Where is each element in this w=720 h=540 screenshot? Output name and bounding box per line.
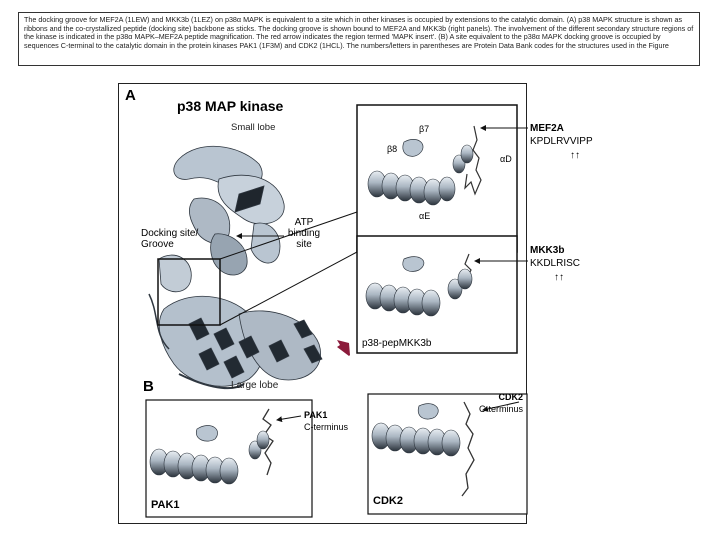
large-lobe-label: Large lobe: [231, 380, 279, 391]
pak1-annotation-line1: PAK1: [304, 410, 328, 420]
cdk2-label: CDK2: [373, 495, 403, 507]
small-lobe-label: Small lobe: [231, 122, 276, 133]
beta7-label: β7: [419, 124, 430, 134]
figure-caption: The docking groove for MEF2A (1LEW) and MKK3b (1LEZ) on p38α MAPK is equivalent to a site which in other kinases is occupied by extensions to the catalytic domain. (A) p38 MAPK structure is shown as ribbons and the co-crystallized peptide (docking site) backbone as sticks. The docking groove is shown bound to MEF2A and MKK3b (right panels). The involvement of the different secondary structure regions of the kinase is indicated in the p38α MAPK–MEF2A peptide magnification. The red arrow indicates the region termed 'MAPK insert'. (B) A site equivalent to the p38α MAPK docking groove is occupied by sequences C-terminal to the catalytic domain in the protein kinases PAK1 (1F3M) and CDK2 (1HCL). The numbers/letters in parentheses are Protein Data Bank codes for the structures used in the Figure: [18, 12, 700, 66]
mef2a-peptide-sequence: KPDLRVVIPP: [530, 136, 593, 147]
mapk-insert-red-arrow: [337, 340, 350, 356]
alphaE-label: αE: [419, 211, 431, 221]
p38-kinase-structure: [149, 146, 322, 388]
docking-site-label-line1: Docking site/: [141, 228, 199, 239]
inset-mkk3b-label: p38-pepMKK3b: [362, 338, 432, 349]
mef2a-peptide-name: MEF2A: [530, 123, 564, 134]
atp-label-line3: site: [296, 239, 312, 250]
panel-a-letter: A: [125, 87, 136, 104]
figure-svg: [119, 84, 528, 525]
inset-mkk3b: [357, 236, 517, 353]
pak1-label: PAK1: [151, 499, 180, 511]
docking-site-label-line2: Groove: [141, 239, 174, 250]
mef2a-residue-markers: ↑↑: [570, 150, 580, 161]
atp-label-line1: ATP: [294, 217, 314, 228]
panel-b-letter: B: [143, 378, 154, 395]
mkk3b-peptide-name: MKK3b: [530, 245, 565, 256]
panel-a-title: p38 MAP kinase: [177, 98, 284, 114]
pak1-annotation-line2: C-terminus: [304, 422, 349, 432]
alphaD-label: αD: [500, 154, 512, 164]
mkk3b-peptide-sequence: KKDLRISC: [530, 258, 581, 269]
figure-panel: [118, 83, 527, 524]
atp-label-line2: binding: [287, 228, 321, 239]
beta8-label: β8: [387, 144, 398, 154]
mkk3b-residue-markers: ↑↑: [554, 272, 564, 283]
cdk2-annotation-line2: C-terminus: [478, 404, 523, 414]
inset-mef2a: [357, 105, 517, 252]
cdk2-annotation-line1: CDK2: [498, 392, 523, 402]
